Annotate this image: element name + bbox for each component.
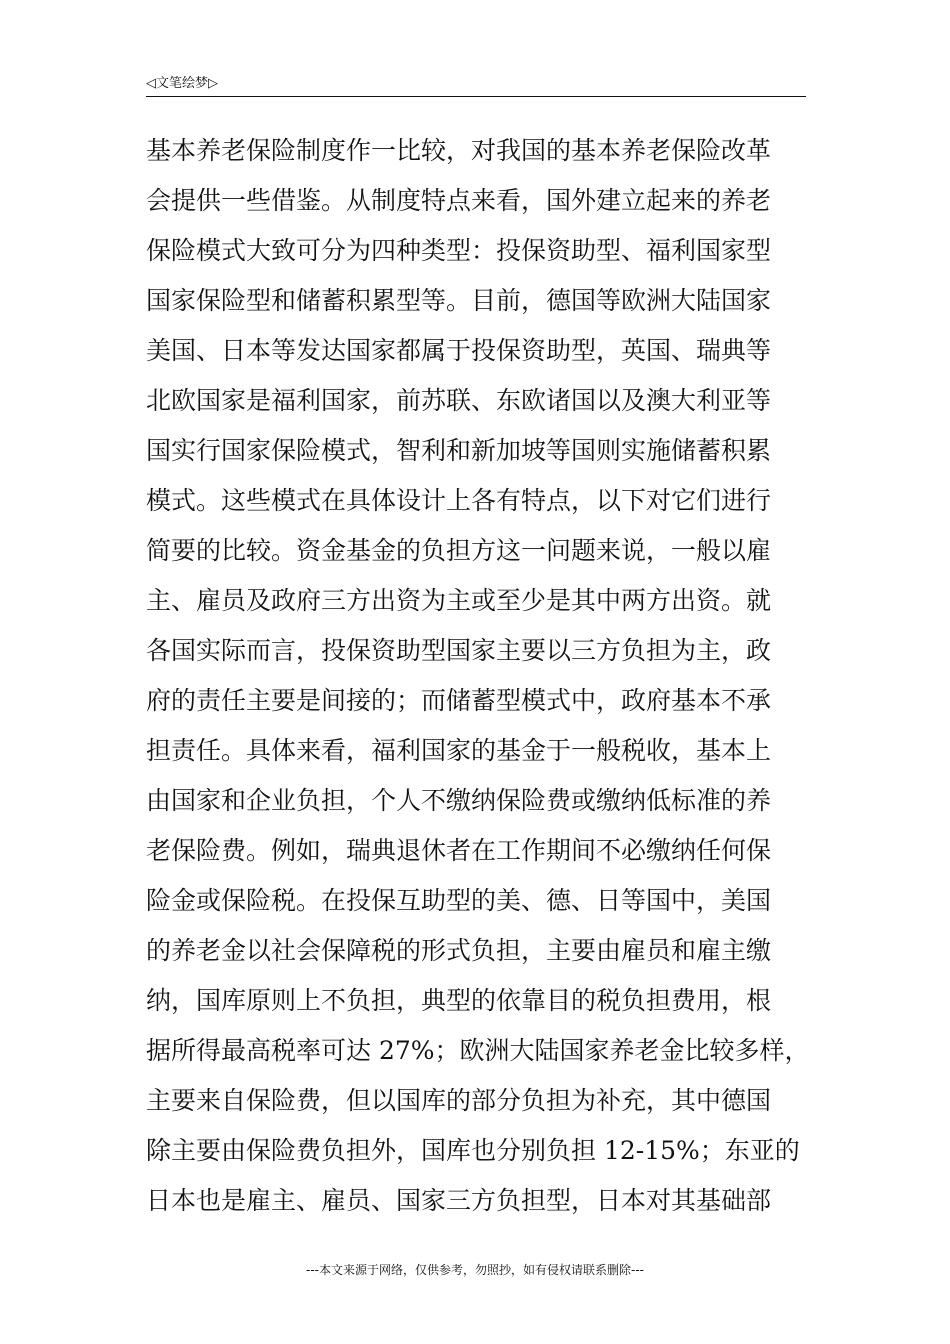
text-line: 主要来自保险费，但以国库的部分负担为补充，其中德国 [146, 1086, 772, 1115]
page-footer: ---本文来源于网络，仅供参考，勿照抄，如有侵权请联系删除--- [306, 1263, 644, 1277]
text-line: 纳，国库原则上不负担，典型的依靠目的税负担费用，根 [146, 986, 772, 1015]
text-line: 美国、日本等发达国家都属于投保资助型，英国、瑞典等 [146, 336, 772, 365]
body-text [146, 126, 816, 1226]
page-header [146, 72, 806, 98]
text-line: 保险模式大致可分为四种类型：投保资助型、福利国家型 [146, 236, 772, 265]
text-line: 简要的比较。资金基金的负担方这一问题来说，一般以雇 [146, 536, 772, 565]
text-line: 险金或保险税。在投保互助型的美、德、日等国中，美国 [146, 886, 772, 915]
text-line: 主、雇员及政府三方出资为主或至少是其中两方出资。就 [146, 586, 772, 615]
text-line: 担责任。具体来看，福利国家的基金于一般税收，基本上 [146, 736, 772, 765]
text-line: 日本也是雇主、雇员、国家三方负担型，日本对其基础部 [146, 1186, 772, 1215]
header-title: ◁文笔绘梦▷ [146, 76, 218, 91]
text-line: 会提供一些借鉴。从制度特点来看，国外建立起来的养老 [146, 186, 772, 215]
text-line: 各国实际而言，投保资助型国家主要以三方负担为主，政 [146, 636, 772, 665]
text-line: 的养老金以社会保障税的形式负担，主要由雇员和雇主缴 [146, 936, 772, 965]
text-line: 国家保险型和储蓄积累型等。目前，德国等欧洲大陆国家 [146, 286, 772, 315]
text-line: 老保险费。例如，瑞典退休者在工作期间不必缴纳任何保 [146, 836, 772, 865]
text-line: 基本养老保险制度作一比较，对我国的基本养老保险改革 [146, 136, 772, 165]
text-line: 国实行国家保险模式，智利和新加坡等国则实施储蓄积累 [146, 436, 772, 465]
text-line: 府的责任主要是间接的；而储蓄型模式中，政府基本不承 [146, 686, 772, 715]
text-line: 北欧国家是福利国家，前苏联、东欧诸国以及澳大利亚等 [146, 386, 772, 415]
text-line: 除主要由保险费负担外，国库也分别负担 12-15%；东亚的 [146, 1136, 800, 1165]
text-line: 据所得最高税率可达 27%；欧洲大陆国家养老金比较多样， [146, 1036, 810, 1065]
text-line: 模式。这些模式在具体设计上各有特点，以下对它们进行 [146, 486, 772, 515]
header-divider [146, 96, 806, 97]
text-line: 由国家和企业负担，个人不缴纳保险费或缴纳低标准的养 [146, 786, 772, 815]
